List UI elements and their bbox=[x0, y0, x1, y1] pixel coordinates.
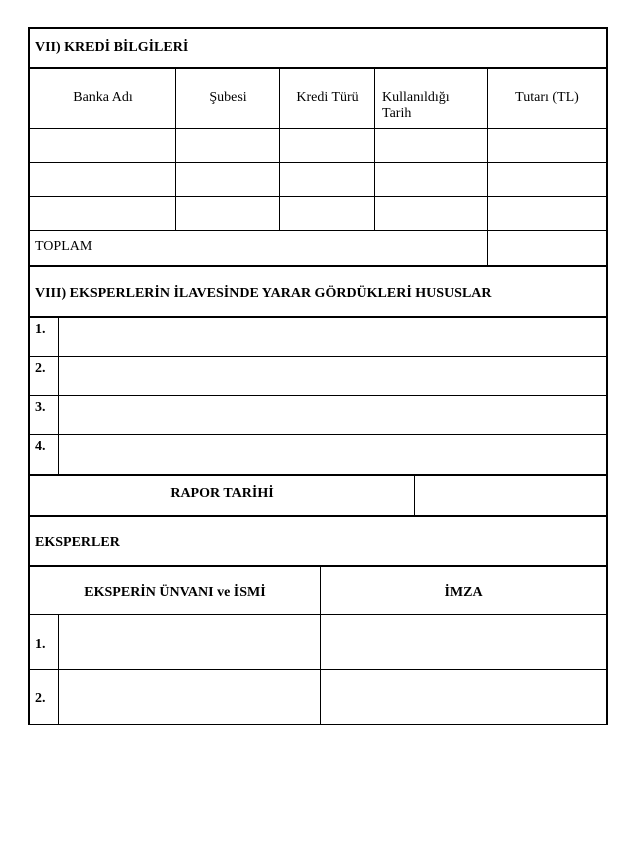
expert-2-name-field[interactable] bbox=[59, 670, 320, 724]
credit-row-2-subesi[interactable] bbox=[176, 163, 279, 196]
credit-row-3-kredi-turu[interactable] bbox=[280, 197, 374, 230]
note-field-4[interactable] bbox=[59, 435, 606, 473]
form-bottom-line bbox=[28, 724, 608, 725]
note-number-1: 1. bbox=[35, 322, 46, 337]
experts-col-header-name: EKSPERİN ÜNVANI ve İSMİ bbox=[84, 585, 266, 600]
expert-number-1: 1. bbox=[35, 637, 46, 652]
note-field-1[interactable] bbox=[59, 318, 606, 356]
note-field-3[interactable] bbox=[59, 396, 606, 434]
credit-row-1-subesi[interactable] bbox=[176, 129, 279, 162]
expert-number-2: 2. bbox=[35, 691, 46, 706]
experts-title-bottom-border bbox=[28, 565, 608, 567]
col-header-kullanildigi: Kullanıldığı bbox=[382, 90, 450, 105]
credit-row-2-kredi-turu[interactable] bbox=[280, 163, 374, 196]
col-header-subesi: Şubesi bbox=[209, 90, 247, 105]
credit-row-3-tarih[interactable] bbox=[375, 197, 487, 230]
total-label: TOPLAM bbox=[35, 239, 93, 254]
credit-row-3-banka-adi[interactable] bbox=[30, 197, 175, 230]
credit-row-2-banka-adi[interactable] bbox=[30, 163, 175, 196]
section7-top-border bbox=[28, 27, 608, 29]
credit-row-1-kredi-turu[interactable] bbox=[280, 129, 374, 162]
credit-row-1-banka-adi[interactable] bbox=[30, 129, 175, 162]
credit-row-3-subesi[interactable] bbox=[176, 197, 279, 230]
section7-title-bottom-border bbox=[28, 67, 608, 69]
note-number-2: 2. bbox=[35, 361, 46, 376]
expert-1-signature-field[interactable] bbox=[321, 615, 606, 669]
outer-right-border bbox=[606, 27, 608, 725]
section8-top-border bbox=[28, 265, 608, 267]
col-header-tutari: Tutarı (TL) bbox=[515, 90, 579, 105]
section7-title: VII) KREDİ BİLGİLERİ bbox=[35, 40, 189, 55]
experts-col-header-signature: İMZA bbox=[444, 585, 483, 600]
report-date-field[interactable] bbox=[415, 476, 606, 515]
note-field-2[interactable] bbox=[59, 357, 606, 395]
credit-row-2-tutar[interactable] bbox=[488, 163, 606, 196]
col-header-kredi-turu: Kredi Türü bbox=[296, 90, 359, 105]
total-amount-field[interactable] bbox=[488, 231, 606, 265]
credit-row-1-tarih[interactable] bbox=[375, 129, 487, 162]
experts-top-border bbox=[28, 515, 608, 517]
col-header-banka-adi: Banka Adı bbox=[73, 90, 133, 105]
report-date-label: RAPOR TARİHİ bbox=[170, 486, 274, 501]
expert-2-signature-field[interactable] bbox=[321, 670, 606, 724]
section8-title: VIII) EKSPERLERİN İLAVESİNDE YARAR GÖRDÜKLERİ HUSUSLAR bbox=[35, 286, 492, 301]
note-number-4: 4. bbox=[35, 439, 46, 454]
expert-1-name-field[interactable] bbox=[59, 615, 320, 669]
note-number-3: 3. bbox=[35, 400, 46, 415]
credit-row-1-tutar[interactable] bbox=[488, 129, 606, 162]
credit-row-2-tarih[interactable] bbox=[375, 163, 487, 196]
experts-title: EKSPERLER bbox=[35, 535, 120, 550]
col-header-tarih: Tarih bbox=[382, 106, 412, 121]
credit-row-3-tutar[interactable] bbox=[488, 197, 606, 230]
